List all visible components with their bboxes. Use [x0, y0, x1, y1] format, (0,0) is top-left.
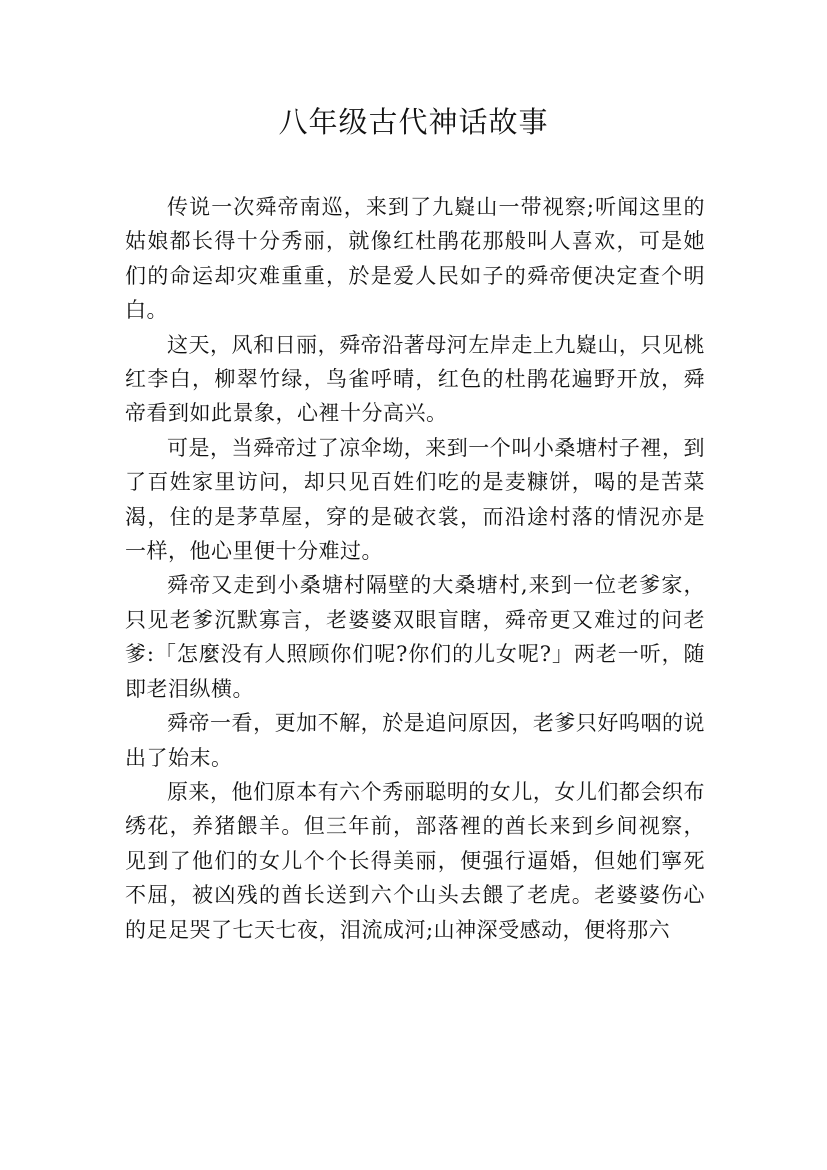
document-body — [125, 190, 705, 947]
paragraph-2: 这天，风和日丽，舜帝沿著母河左岸走上九嶷山，只见桃红李白，柳翠竹绿，鸟雀呼晴，红色的杜鹃花遍野开放，舜帝看到如此景象，心裡十分高兴。 — [125, 332, 705, 426]
paragraph-1: 传说一次舜帝南巡，来到了九嶷山一带视察;听闻这里的姑娘都长得十分秀丽，就像红杜鹃花那般叫人喜欢，可是她们的命运却灾难重重，於是爱人民如子的舜帝便决定查个明白。 — [125, 195, 705, 323]
paragraph-4: 舜帝又走到小桑塘村隔壁的大桑塘村,来到一位老爹家，只见老爹沉默寡言，老婆婆双眼盲瞎，舜帝更又难过的问老爹:「怎麼没有人照顾你们呢?你们的儿女呢?」两老一听，随即老泪纵横。 — [125, 573, 705, 701]
paragraph-6: 原来，他们原本有六个秀丽聪明的女儿，女儿们都会织布绣花，养猪餵羊。但三年前，部落裡的酋长来到乡间视察，见到了他们的女儿个个长得美丽，便强行逼婚，但她们寧死不屈，被凶残的酋长送到六个山头去餵了老虎。老婆婆伤心的足足哭了七天七夜，泪流成河;山神深受感动，便将那六 — [125, 779, 705, 942]
paragraph-5: 舜帝一看，更加不解，於是追问原因，老爹只好呜咽的说出了始末。 — [125, 711, 705, 770]
paragraph-3: 可是，当舜帝过了凉伞坳，来到一个叫小桑塘村子裡，到了百姓家里访问，却只见百姓们吃的是麦糠饼，喝的是苦菜渴，住的是茅草屋，穿的是破衣裳，而沿途村落的情況亦是一样，他心里便十分难过。 — [125, 435, 705, 564]
document-title: 八年级古代神话故事 — [278, 105, 549, 139]
